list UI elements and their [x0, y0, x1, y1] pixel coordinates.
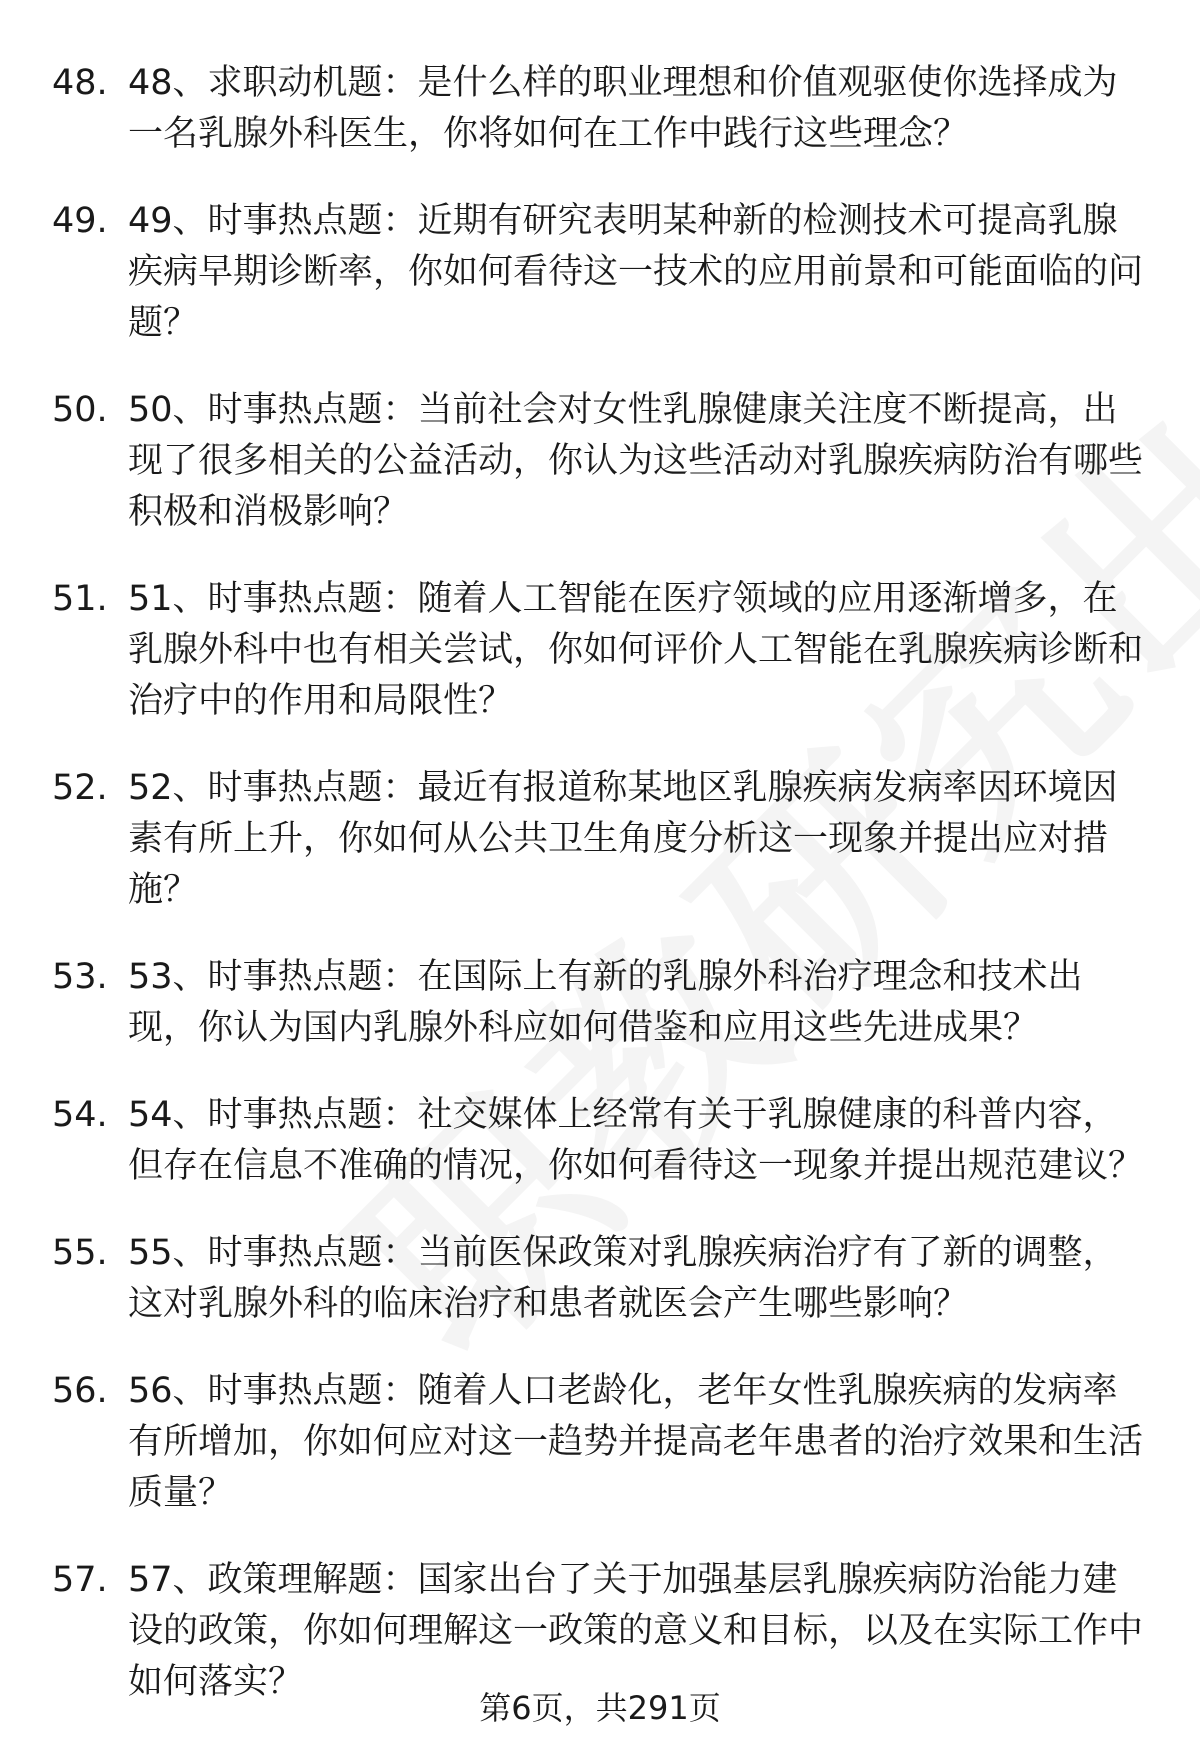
question-item-53: [0, 952, 1200, 1054]
question-text: 51、时事热点题：随着人工智能在医疗领域的应用逐渐增多，在乳腺外科中也有相关尝试，你如何评价人工智能在乳腺疾病诊断和治疗中的作用和局限性？: [128, 579, 1144, 721]
question-number: 53.: [52, 957, 108, 997]
question-text: 49、时事热点题：近期有研究表明某种新的检测技术可提高乳腺疾病早期诊断率，你如何看待这一技术的应用前景和可能面临的问题？: [128, 201, 1144, 343]
question-number: 48.: [52, 63, 108, 103]
question-text: 50、时事热点题：当前社会对女性乳腺健康关注度不断提高，出现了很多相关的公益活动，你认为这些活动对乳腺疾病防治有哪些积极和消极影响？: [128, 390, 1144, 532]
question-text: 53、时事热点题：在国际上有新的乳腺外科治疗理念和技术出现，你认为国内乳腺外科应如何借鉴和应用这些先进成果？: [128, 957, 1083, 1048]
page-number-footer: 第6页，共291页: [479, 1689, 721, 1727]
question-number: 55.: [52, 1233, 108, 1273]
question-item-50: [0, 385, 1200, 538]
question-text: 55、时事热点题：当前医保政策对乳腺疾病治疗有了新的调整，这对乳腺外科的临床治疗和患者就医会产生哪些影响？: [128, 1233, 1118, 1324]
question-item-49: [0, 196, 1200, 349]
question-number: 50.: [52, 390, 108, 430]
question-item-52: [0, 763, 1200, 916]
question-number: 49.: [52, 201, 108, 241]
question-item-48: [0, 58, 1200, 160]
question-number: 51.: [52, 579, 108, 619]
question-list: [0, 58, 1200, 1744]
question-number: 54.: [52, 1095, 108, 1135]
question-text: 54、时事热点题：社交媒体上经常有关于乳腺健康的科普内容，但存在信息不准确的情况，你如何看待这一现象并提出规范建议？: [128, 1095, 1144, 1186]
question-item-56: [0, 1366, 1200, 1519]
question-number: 52.: [52, 768, 108, 808]
question-item-54: [0, 1090, 1200, 1192]
question-item-51: [0, 574, 1200, 727]
question-text: 52、时事热点题：最近有报道称某地区乳腺疾病发病率因环境因素有所上升，你如何从公共卫生角度分析这一现象并提出应对措施？: [128, 768, 1118, 910]
question-item-55: [0, 1228, 1200, 1330]
question-text: 56、时事热点题：随着人口老龄化，老年女性乳腺疾病的发病率有所增加，你如何应对这一趋势并提高老年患者的治疗效果和生活质量？: [128, 1371, 1144, 1513]
question-number: 56.: [52, 1371, 108, 1411]
question-number: 57.: [52, 1560, 108, 1600]
question-text: 57、政策理解题：国家出台了关于加强基层乳腺疾病防治能力建设的政策，你如何理解这一政策的意义和目标，以及在实际工作中如何落实？: [128, 1560, 1144, 1702]
question-text: 48、求职动机题：是什么样的职业理想和价值观驱使你选择成为一名乳腺外科医生，你将如何在工作中践行这些理念？: [128, 63, 1118, 154]
